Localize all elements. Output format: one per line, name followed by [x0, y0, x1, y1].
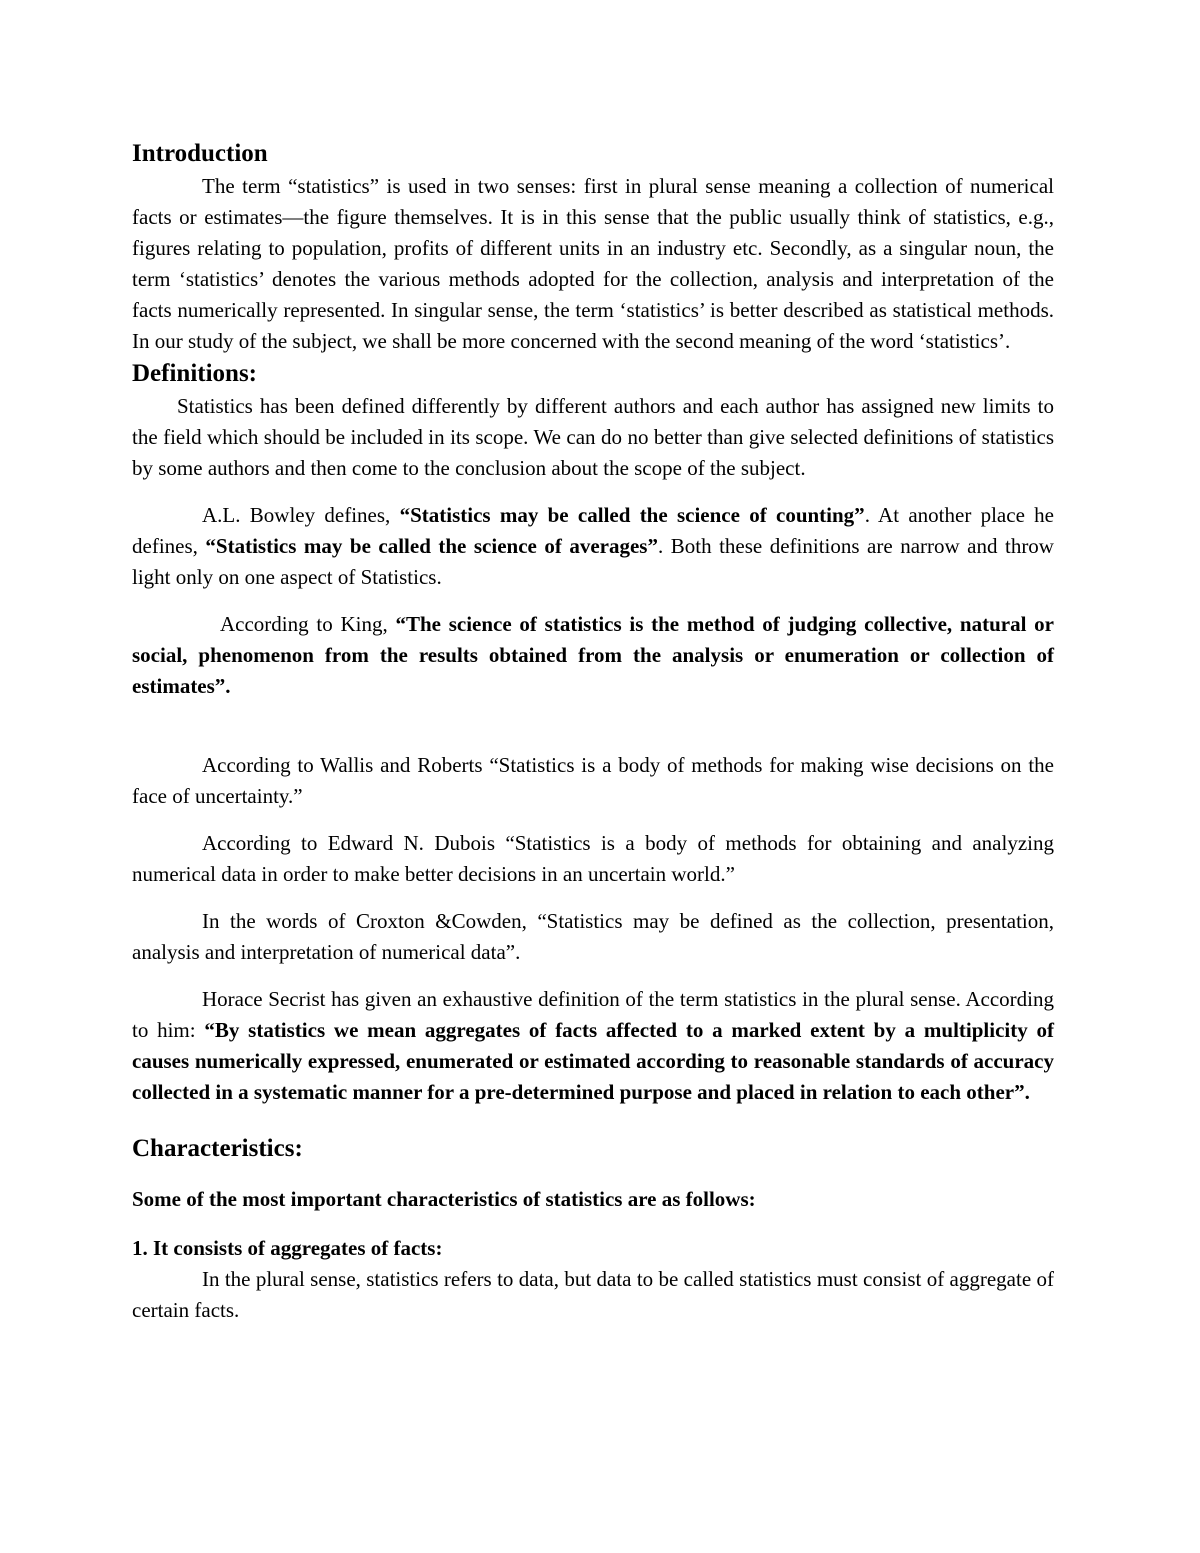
characteristic-item-1-title: 1. It consists of aggregates of facts: [132, 1236, 443, 1260]
definitions-intro-paragraph: Statistics has been defined differently by different authors and each author has assigned new limits to the field which should be included in its scope. We can do no better than give selected definitions of statistics by some authors and then come to the conclusion about the scope of the subject. [132, 394, 1054, 480]
bowley-pre: A.L. Bowley defines, [202, 503, 400, 527]
croxton-cowden-definition: In the words of Croxton &Cowden, “Statistics may be defined as the collection, presentation, analysis and interpretation of numerical data”. [132, 909, 1054, 964]
bowley-quote-counting: “Statistics may be called the science of counting” [399, 503, 865, 527]
secrist-definition [132, 984, 1054, 1108]
bowley-mid: . At another place he defines, [132, 503, 1054, 558]
definitions-heading: Definitions: [132, 360, 257, 387]
secrist-quote: “By statistics we mean aggregates of facts affected to a marked extent by a multiplicity of causes numerically expressed, enumerated or estimated according to reasonable standards of accuracy collected in a systematic manner for a pre-determined purpose and placed in relation to each other”. [132, 1018, 1054, 1104]
characteristics-heading: Characteristics: [132, 1135, 303, 1162]
bowley-definition [132, 500, 1054, 593]
king-definition [132, 609, 1054, 702]
king-pre: According to King, [220, 612, 396, 636]
bowley-post: . Both these definitions are narrow and throw light only on one aspect of Statistics. [132, 534, 1054, 589]
king-quote: “The science of statistics is the method of judging collective, natural or social, phenomenon from the results obtained from the analysis or enumeration or collection of estimates”. [132, 612, 1054, 698]
characteristic-item-1-text: In the plural sense, statistics refers to data, but data to be called statistics must consist of aggregate of certain facts. [132, 1267, 1054, 1322]
secrist-pre: Horace Secrist has given an exhaustive definition of the term statistics in the plural sense. According to him: [132, 987, 1054, 1042]
dubois-definition: According to Edward N. Dubois “Statistics is a body of methods for obtaining and analyzing numerical data in order to make better decisions in an uncertain world.” [132, 831, 1054, 886]
introduction-heading: Introduction [132, 140, 268, 167]
introduction-paragraph: The term “statistics” is used in two senses: first in plural sense meaning a collection of numerical facts or estimates—the figure themselves. It is in this sense that the public usually think of statistics, e.g., figures relating to population, profits of different units in an industry etc. Secondly, as a singular noun, the term ‘statistics’ denotes the various methods adopted for the collection, analysis and interpretation of the facts numerically represented. In singular sense, the term ‘statistics’ is better described as statistical methods. In our study of the subject, we shall be more concerned with the second meaning of the word ‘statistics’. [132, 174, 1054, 353]
document-body [132, 137, 1054, 1326]
characteristics-subheading: Some of the most important characteristics of statistics are as follows: [132, 1187, 756, 1211]
bowley-quote-averages: “Statistics may be called the science of averages” [205, 534, 658, 558]
wallis-roberts-definition: According to Wallis and Roberts “Statistics is a body of methods for making wise decisions on the face of uncertainty.” [132, 753, 1054, 808]
